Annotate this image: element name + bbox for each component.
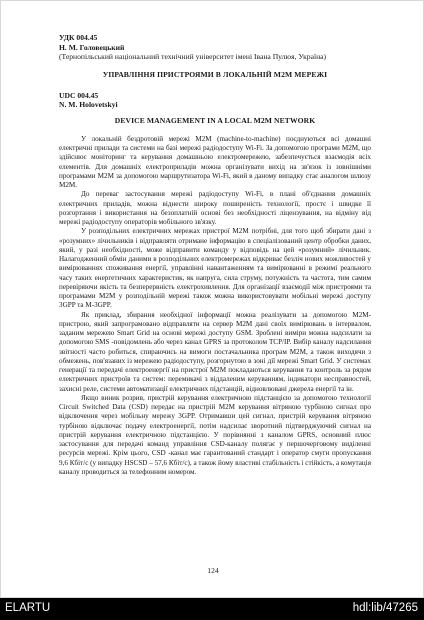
paragraph-4: Як приклад, збирання необхідної інформації можна реалізувати за допомогою M2M-пристрою, який запрограмовано відправляти на сервер M2M дані своїх вимірювань в інтервалом, заданим мережею Smart Grid на основі мережі доступу GSM. Зроблені виміри можна надсилати за допомогою SMS -повідомлень або через канал GPRS за протоколом TCP/IP. Вибір каналу надсилання звітності часто робиться, спираючись на вимоги постачальника програм M2M, а також виходячи з обмежень, пов'язаних із мережею радіодоступу, розгорнутою в зоні дії мережі Smart Grid. У системах генерації та передачі електроенергії на пристрої M2M покладаються керування та контроль за рядом електричних пристроїв та систем: перемикачі з віддаленим керуванням, індикатори несправностей, захисні реле, системи автоматизації електричних підстанцій, відновлювані джерела енергії та ін. (59, 310, 371, 393)
udc-ua: УДК 004.45 (59, 33, 98, 42)
author-en: N. M. Holovetskyi (59, 100, 118, 110)
affiliation-ua: (Тернопільський національний технічний університет імені Івана Пулюя, Україна) (59, 52, 327, 62)
title-en: DEVICE MANAGEMENT IN A LOCAL M2M NETWORK (114, 115, 316, 125)
header-ua (59, 33, 371, 62)
header-en (59, 91, 371, 110)
title-ua: УПРАВЛІННЯ ПРИСТРОЯМИ В ЛОКАЛЬНІЙ M2M МЕРЕЖІ (102, 69, 328, 79)
paragraph-5: Якщо виник розрив, пристрій керування електричною підстанцією за допомогою технології Circuit Switched Data (CSD) передає на пристрій M2M керування вітряною турбіною сигнал про відключення через мобільну мережу 3GPP. Отримавши цей сигнал, пристрій керування вітряною турбіною відключає подачу електроенергії, потім надсилає зворотний підтверджуючий сигнал на пристрій керування електричною підстанцією. У порівнянні з каналом GPRS, основний плюс застосування для передачі команд управління CSD-каналу полягає у першочерговому виділенні ресурсів мережі. Крім цього, CSD -канал має гарантований стандарт і оператор смуги пропускання 9,6 Кбіт/с (у випадку HSCSD – 57,6 Кбіт/с), а також йому властиві стабільність і стійкість, а комутація каналу проводиться за телефонним номером. (59, 393, 372, 476)
footer-left-label: ELARTU (5, 602, 51, 614)
paragraph-1: У локальній бездротовій мережі M2M (machine-to-machine) поєднуються всі домашні електричні прилади та системи на базі мережі радіодоступу Wi-Fi. За допомогою програми M2M, що здійснює моніторинг та керування домашньою електромережею, забезпечується взаємодія всіх елементів. Для домашніх електроприладів можна організувати вихід на зв'язок із зовнішніми програмами M2M за допомогою маршрутизатора Wi-Fi, який в даному випадку стає аналогом шлюзу M2M. (59, 134, 371, 190)
page-number: 124 (207, 566, 219, 575)
author-ua: Н. М. Головецький (59, 42, 125, 52)
paragraph-2: До переваг застосування мережі радіодоступу Wi-Fi, в плані об'єднання домашніх електричних приладів, можна віднести широку поширеність технології, простє і швидке її розгортання і використання на безоплатній основі без необхідності ліцензування, на відміну від мережі радіодоступу операторів мобільного зв'язку. (59, 190, 371, 227)
udc-en: UDC 004.45 (59, 90, 99, 100)
footer-right-label: hdl:lib/47265 (352, 602, 418, 614)
body-text (59, 135, 371, 477)
footer-bar (0, 598, 424, 620)
paragraph-3: У розподільних електричних мережах пристрої M2M потрібні, для того щоб збирати дані з «розумних» лічильників і відправляти отримане інформацію в спеціалізований центр обробки даних, який, у разі необхідності, може відправити команду у відповідь на цей «розумний» лічильник. Налагодженний обмін даними в розподільних електромережах відкриває безліч нових можливостей у вимірюваннях споживання енергії, управлінні навантаженням та вимірюванні в режимі реального часу таких енергетичних характеристик, як напруга, сила струму, потужність та частота, тим самим перевіряючи якість та безперервність електрохивлення. Для організації взаємодії між пристроями та програмами M2M у розподільній мережі також можна використовувати мобільні мережі доступу 3GPP та M-3GPP. (59, 227, 371, 310)
